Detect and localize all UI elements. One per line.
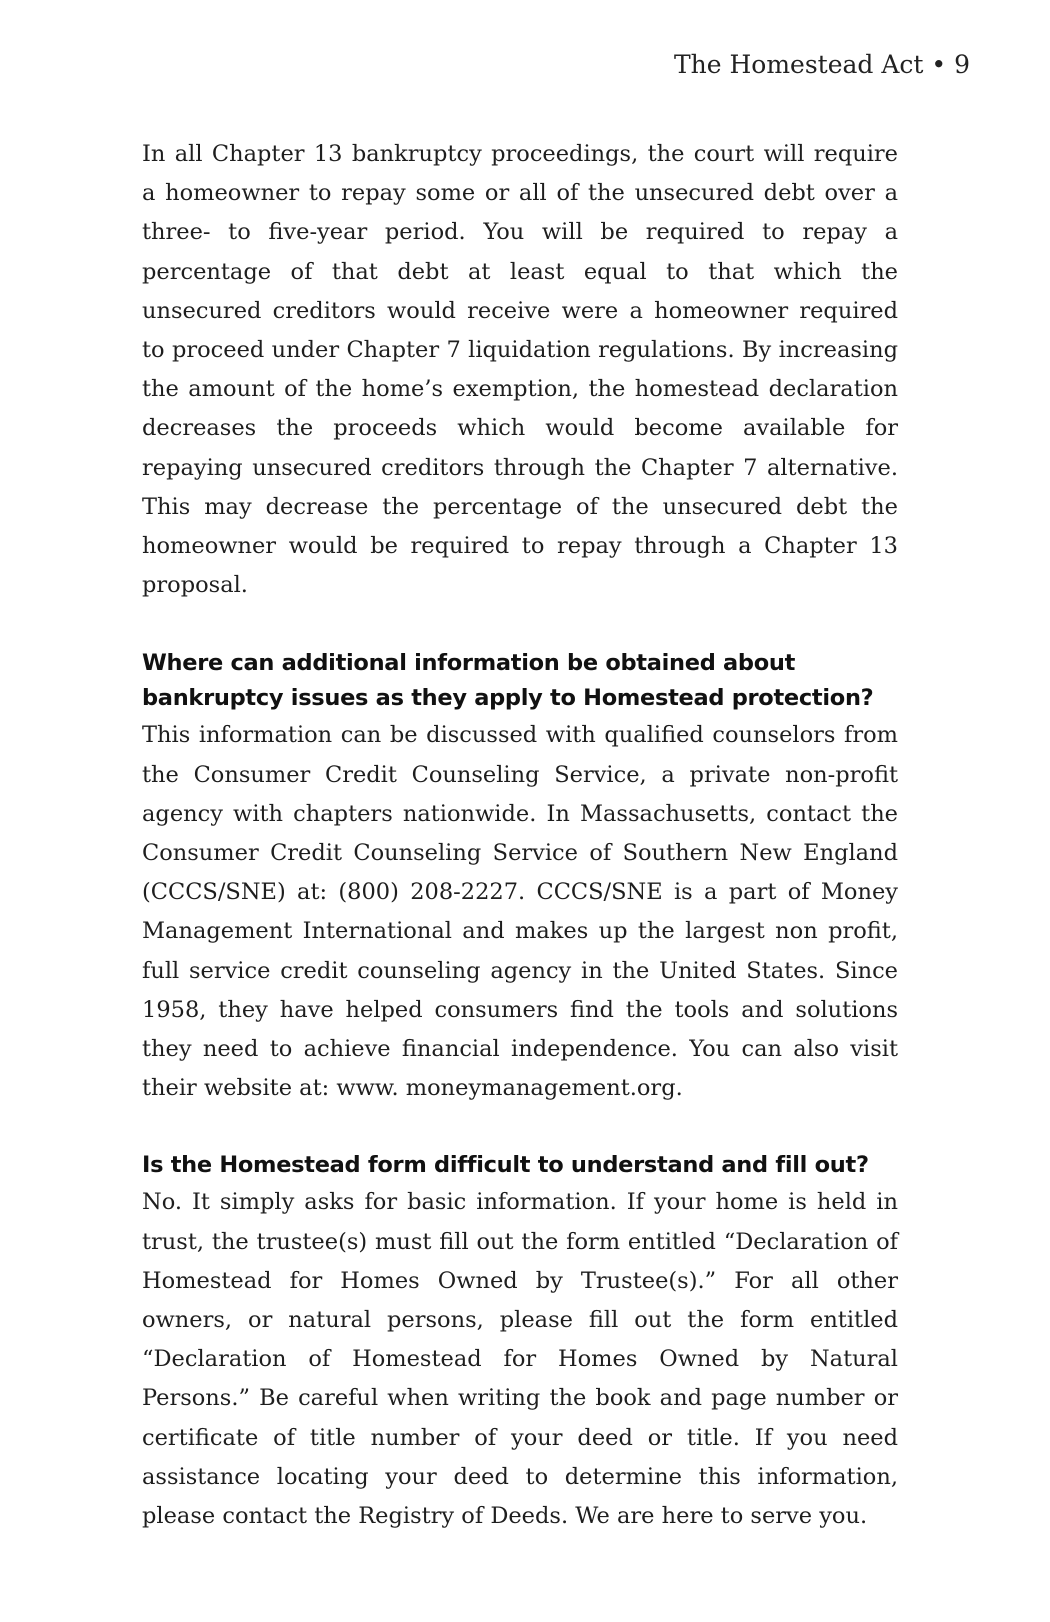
section-spacer bbox=[142, 1108, 898, 1148]
info-heading-line-2: bankruptcy issues as they apply to Homestead protection? bbox=[142, 685, 874, 712]
form-answer-paragraph: No. It simply asks for basic information. If your home is held in trust, the trustee(s) must fill out the form entitled “Declaration of Homestead for Homes Owned by Trustee(s).” For all other owners, or natural persons, please fill out the form entitled “Declaration of Homestead for Homes Owned by Natural Persons.” Be careful when writing the book and page number or certificate of title number of your deed or title. If you need assistance locating your deed to determine this information, please contact the Registry of Deeds. We are here to serve you. bbox=[142, 1189, 898, 1530]
info-question-heading bbox=[142, 646, 898, 716]
info-heading-line-1: Where can additional information be obtained about bbox=[142, 650, 796, 677]
running-head: The Homestead Act • 9 bbox=[673, 50, 970, 79]
section-spacer bbox=[142, 605, 898, 646]
form-question-heading: Is the Homestead form difficult to understand and fill out? bbox=[142, 1152, 869, 1179]
page-body bbox=[142, 135, 898, 1536]
info-answer-paragraph: This information can be discussed with qualified counselors from the Consumer Credit Counseling Service, a private non-profit agency with chapters nationwide. In Massachusetts, contact the Consumer Credit Counseling Service of Southern New England (CCCS/SNE) at: (800) 208-2227. CCCS/SNE is a part of Money Management International and makes up the largest non profit, full service credit counseling agency in the United States. Since 1958, they have helped consumers find the tools and solutions they need to achieve financial independence. You can also visit their website at: www. moneymanagement.org. bbox=[142, 722, 898, 1102]
intro-paragraph: In all Chapter 13 bankruptcy proceedings, the court will require a homeowner to repay some or all of the unsecured debt over a three- to five-year period. You will be required to repay a percentage of that debt at least equal to that which the unsecured creditors would receive were a homeowner required to proceed under Chapter 7 liquidation regulations. By increasing the amount of the home’s exemption, the homestead declaration decreases the proceeds which would become available for repaying unsecured creditors through the Chapter 7 alternative. This may decrease the percentage of the unsecured debt the homeowner would be required to repay through a Chapter 13 proposal. bbox=[142, 141, 898, 599]
